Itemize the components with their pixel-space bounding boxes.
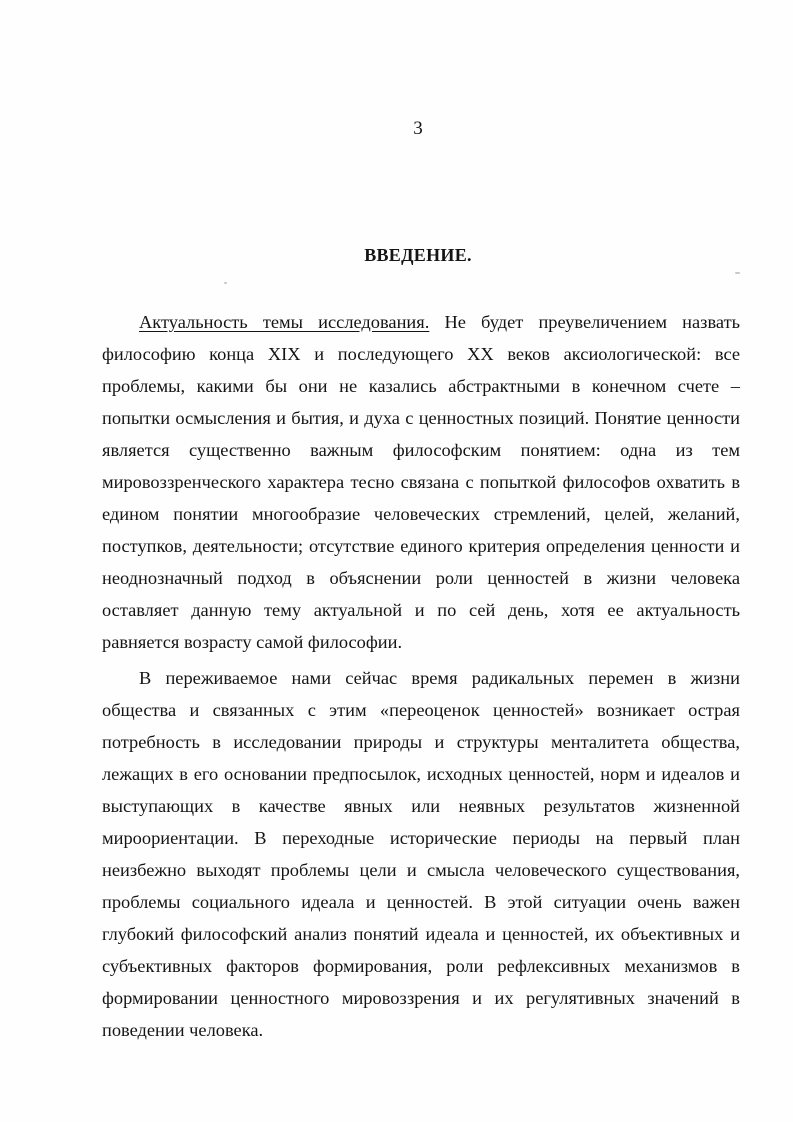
body-text [102,306,740,1050]
paragraph-2 [102,662,740,1046]
topic-relevance-label: Актуальность темы исследования. [139,312,430,332]
page-title: ВВЕДЕНИЕ. [364,245,472,265]
paragraph-1 [102,306,740,658]
scan-speck [735,272,740,274]
page-number: 3 [413,118,423,139]
scan-speck [224,282,227,284]
paragraph-1-text: Не будет преувеличением назвать философию конца XIX и последующего XX веков аксиологической: все проблемы, какими бы они не казались абстрактными в конечном счете – попытки осмысления и бытия, и духа с ценностных позиций. Понятие ценности является существенно важным философским понятием: одна из тем мировоззренческого характера тесно связана с попыткой философов охватить в едином понятии многообразие человеческих стремлений, целей, желаний, поступков, деятельности; отсутствие единого критерия определения ценности и неоднозначный подход в объяснении роли ценностей в жизни человека оставляет данную тему актуальной и по сей день, хотя ее актуальность равняется возрасту самой философии. [102,312,740,652]
paragraph-2-text: В переживаемое нами сейчас время радикальных перемен в жизни общества и связанных с этим «переоценок ценностей» возникает острая потребность в исследовании природы и структуры менталитета общества, лежащих в его основании предпосылок, исходных ценностей, норм и идеалов и выступающих в качестве явных или неявных результатов жизненной мироориентации. В переходные исторические периоды на первый план неизбежно выходят проблемы цели и смысла человеческого существования, проблемы социального идеала и ценностей. В этой ситуации очень важен глубокий философский анализ понятий идеала и ценностей, их объективных и субъективных факторов формирования, роли рефлексивных механизмов в формировании ценностного мировоззрения и их регулятивных значений в поведении человека. [102,668,740,1040]
